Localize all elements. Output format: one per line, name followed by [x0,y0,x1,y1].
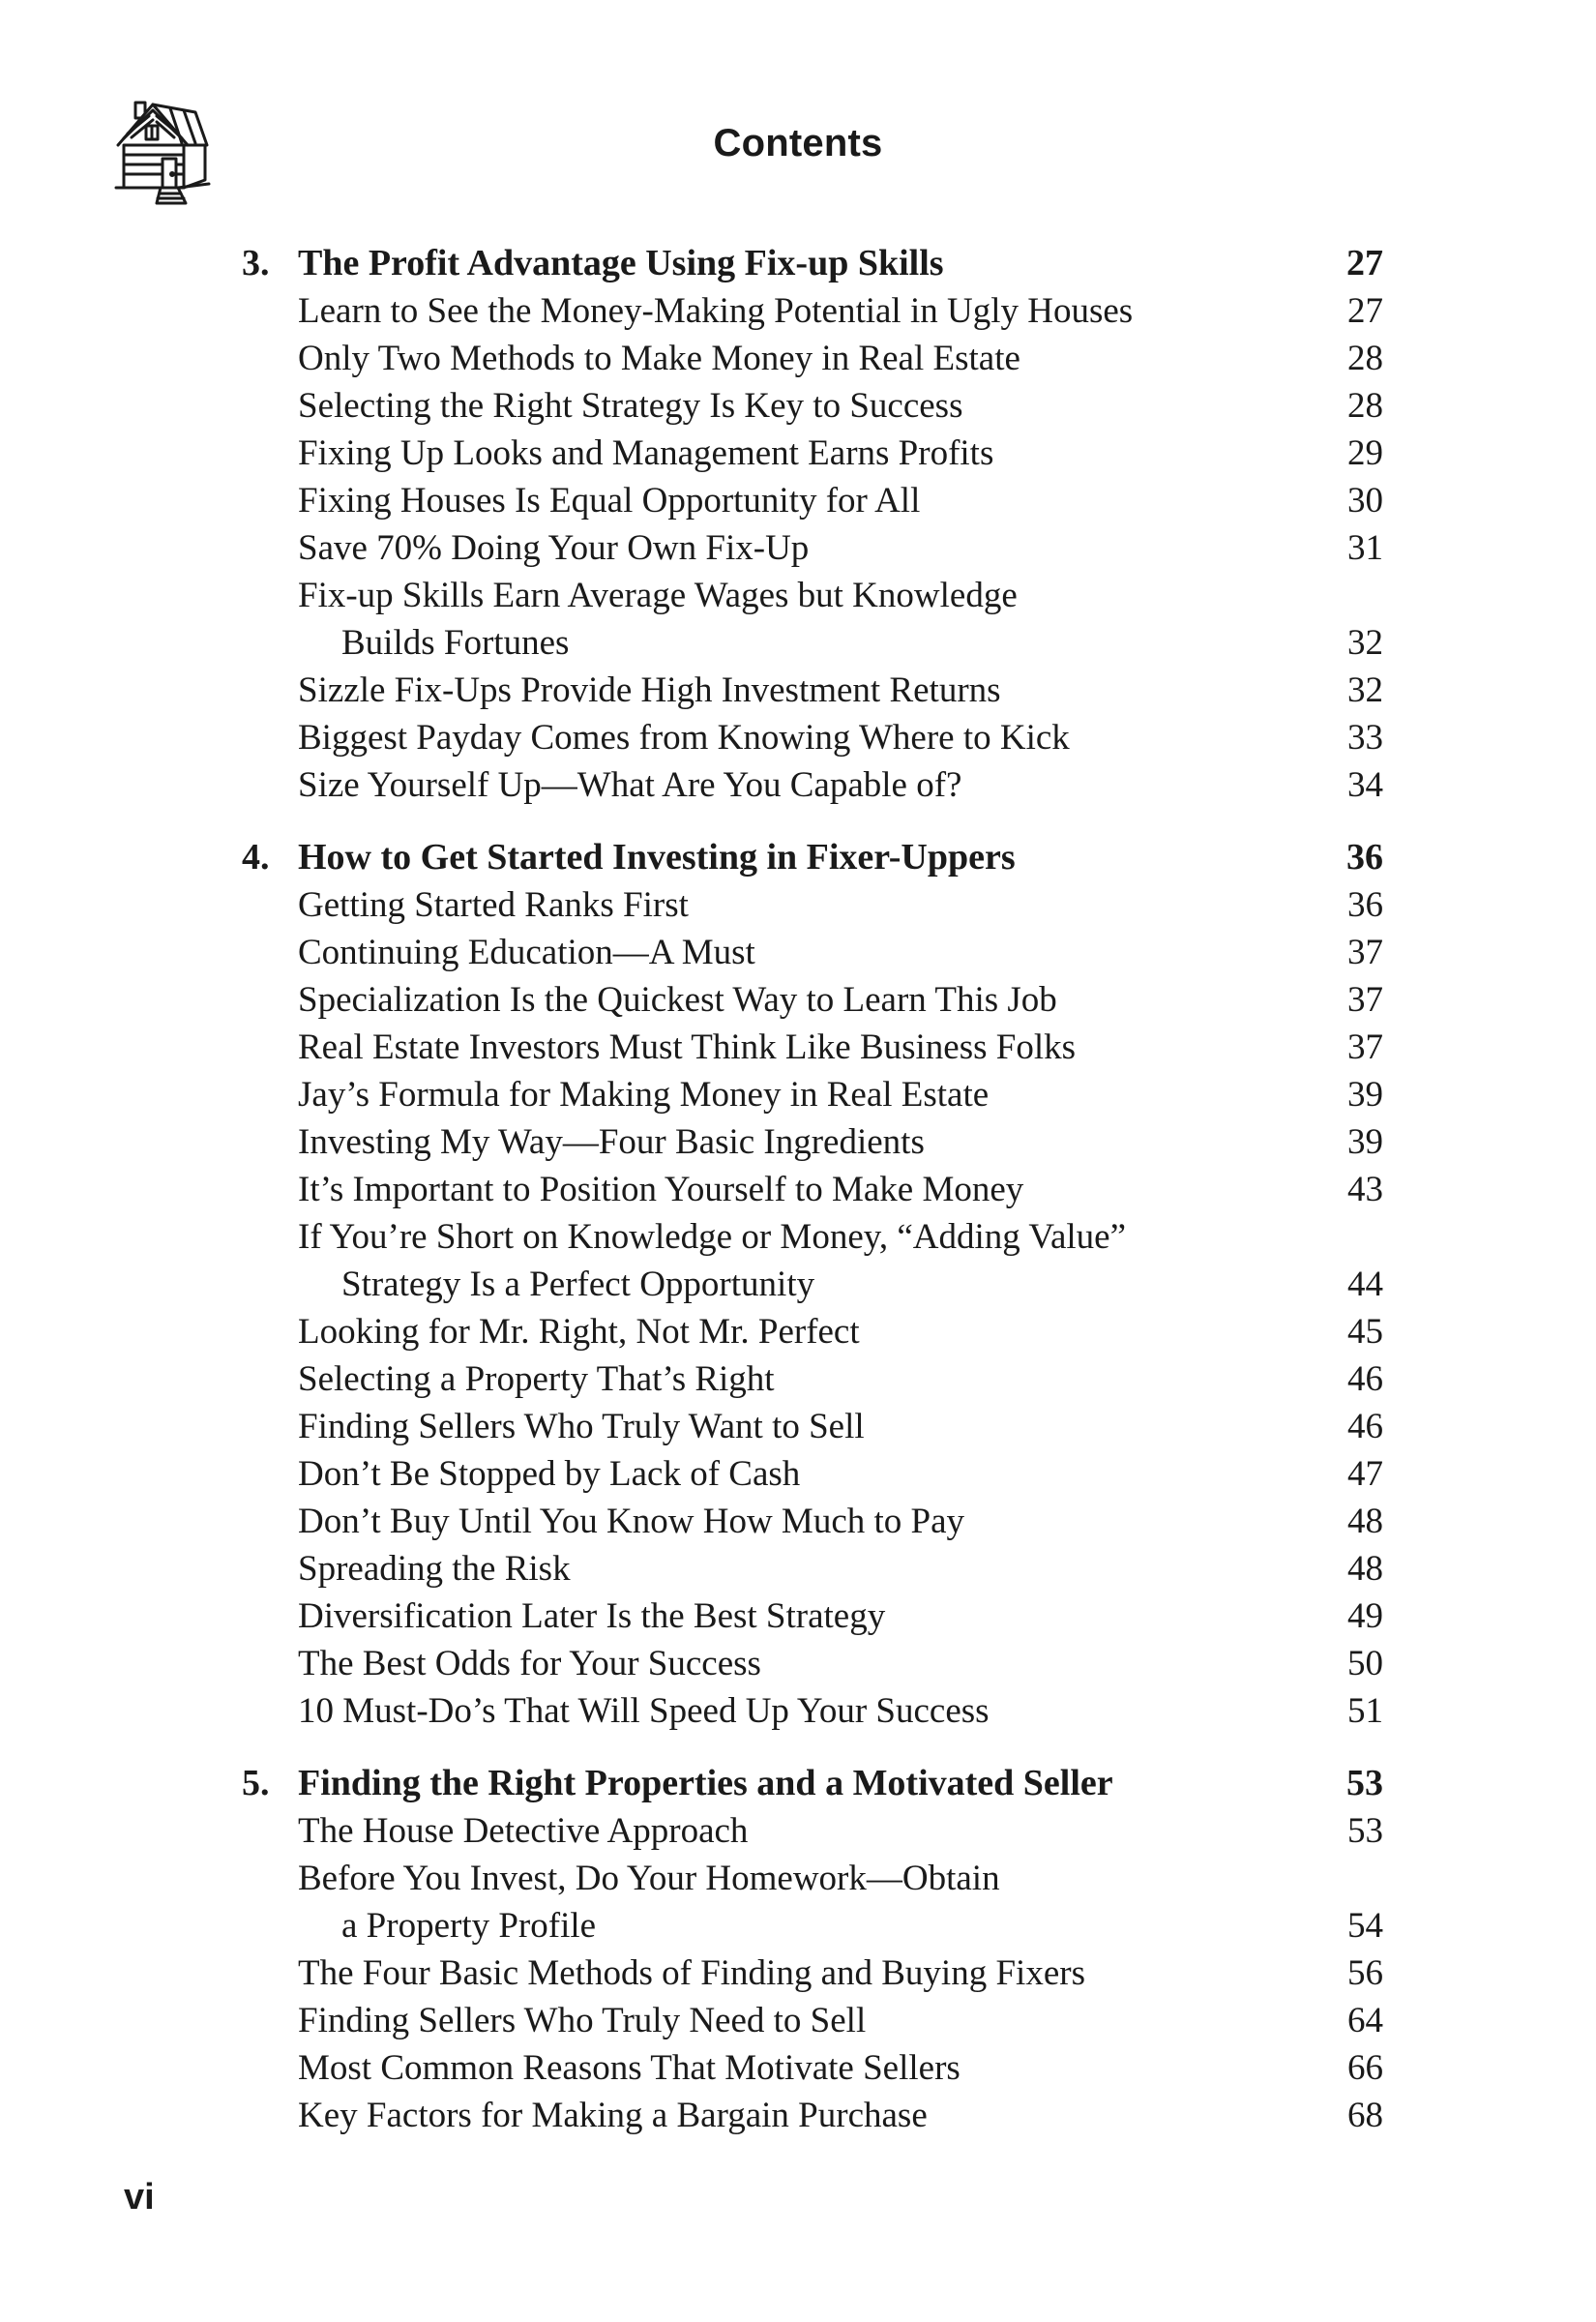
chapter-section [242,240,1383,809]
toc-entry-title: Diversification Later Is the Best Strategy [298,1596,886,1636]
toc-entry[interactable] [242,881,1383,929]
toc-entry-page-number: 53 [1347,1811,1383,1851]
chapter-page-number: 36 [1346,837,1383,878]
toc-entry-title: Strategy Is a Perfect Opportunity [341,1265,815,1304]
toc-entry[interactable] [242,524,1383,572]
toc-entry-title: Spreading the Risk [298,1549,571,1589]
toc-entry-page-number: 66 [1347,2048,1383,2088]
toc-entry-title: Fixing Up Looks and Management Earns Profits [298,433,994,473]
toc-entry[interactable] [242,2044,1383,2092]
toc-entry[interactable] [242,335,1383,382]
toc-entry-title: It’s Important to Position Yourself to Make Money [298,1170,1024,1209]
toc-entry-title: Sizzle Fix-Ups Provide High Investment Returns [298,670,1001,710]
toc-entry-title: Fixing Houses Is Equal Opportunity for All [298,481,921,521]
toc-entry-page-number: 46 [1347,1359,1383,1399]
toc-entry-page-number: 47 [1347,1454,1383,1494]
toc-entry[interactable] [242,1024,1383,1071]
toc-entry-page-number: 32 [1347,670,1383,710]
toc-entry-page-number: 39 [1347,1122,1383,1162]
toc-entry[interactable] [242,714,1383,761]
toc-entry-page-number: 68 [1347,2096,1383,2135]
toc-entry-page-number: 36 [1347,885,1383,925]
chapter-section [242,834,1383,1735]
toc-entry[interactable] [242,1902,1383,1950]
toc-entry[interactable] [242,2092,1383,2139]
toc-entry-page-number: 31 [1347,528,1383,568]
toc-entry-page-number: 56 [1347,1953,1383,1993]
toc-entry[interactable] [242,430,1383,477]
chapter-number: 4. [242,837,270,878]
toc-entry[interactable] [242,929,1383,976]
table-of-contents [242,240,1383,2164]
toc-entry[interactable] [242,1997,1383,2044]
toc-entry-title: Real Estate Investors Must Think Like Business Folks [298,1027,1077,1067]
toc-entry-page-number: 49 [1347,1596,1383,1636]
toc-entry[interactable] [242,1640,1383,1687]
toc-entry[interactable] [242,976,1383,1024]
toc-entry[interactable] [242,287,1383,335]
toc-entry-title: Before You Invest, Do Your Homework—Obtain [298,1859,1000,1898]
toc-entry[interactable] [242,1403,1383,1450]
toc-entry-title: Getting Started Ranks First [298,885,689,925]
toc-entry-page-number: 33 [1347,718,1383,758]
toc-entry[interactable] [242,1071,1383,1118]
chapter-title: The Profit Advantage Using Fix-up Skills [298,243,944,283]
toc-entry-page-number: 46 [1347,1407,1383,1446]
toc-entry[interactable] [242,1545,1383,1593]
toc-entry-page-number: 30 [1347,481,1383,521]
toc-entry-page-number: 28 [1347,386,1383,426]
toc-entry[interactable] [242,1593,1383,1640]
toc-entry-title: Selecting a Property That’s Right [298,1359,775,1399]
toc-entry-title: Don’t Buy Until You Know How Much to Pay [298,1502,965,1541]
toc-entry-title: 10 Must-Do’s That Will Speed Up Your Success [298,1691,990,1731]
chapter-page-number: 27 [1346,243,1383,283]
toc-entry-title: Specialization Is the Quickest Way to Learn This Job [298,980,1057,1020]
toc-entry[interactable] [242,1807,1383,1855]
toc-entry-title: Selecting the Right Strategy Is Key to Success [298,386,963,426]
toc-entry[interactable] [242,1166,1383,1213]
toc-entry-page-number: 44 [1347,1265,1383,1304]
toc-entry-page-number: 54 [1347,1906,1383,1946]
chapter-section [242,1760,1383,2139]
toc-entry[interactable] [242,667,1383,714]
toc-entry-title: The House Detective Approach [298,1811,749,1851]
toc-entry-title: Most Common Reasons That Motivate Sellers [298,2048,961,2088]
toc-entry-title: Key Factors for Making a Bargain Purchase [298,2096,928,2135]
toc-entry-page-number: 27 [1347,291,1383,331]
toc-entry-page-number: 28 [1347,339,1383,378]
toc-entry[interactable] [242,619,1383,667]
chapter-title: How to Get Started Investing in Fixer-Uppers [298,837,1016,878]
toc-entry-page-number: 39 [1347,1075,1383,1115]
toc-entry[interactable] [242,1498,1383,1545]
toc-entry-title: If You’re Short on Knowledge or Money, “Adding Value” [298,1217,1127,1257]
toc-entry-page-number: 32 [1347,623,1383,663]
chapter-heading[interactable] [242,834,1383,881]
toc-entry-title: Only Two Methods to Make Money in Real Estate [298,339,1020,378]
toc-entry[interactable] [242,1450,1383,1498]
toc-entry-title: The Best Odds for Your Success [298,1644,761,1683]
toc-entry-page-number: 43 [1347,1170,1383,1209]
toc-entry-page-number: 50 [1347,1644,1383,1683]
page-number: vi [124,2177,155,2218]
chapter-heading[interactable] [242,240,1383,287]
toc-entry-page-number: 34 [1347,765,1383,805]
toc-entry-title: Builds Fortunes [341,623,570,663]
toc-entry-title: Size Yourself Up—What Are You Capable of? [298,765,962,805]
toc-entry-page-number: 48 [1347,1502,1383,1541]
toc-entry-page-number: 51 [1347,1691,1383,1731]
toc-entry[interactable] [242,1355,1383,1403]
toc-entry[interactable] [242,1950,1383,1997]
toc-entry[interactable] [242,1687,1383,1735]
toc-entry[interactable] [242,761,1383,809]
toc-entry-page-number: 37 [1347,980,1383,1020]
chapter-heading[interactable] [242,1760,1383,1807]
toc-entry-page-number: 48 [1347,1549,1383,1589]
toc-entry-title: Fix-up Skills Earn Average Wages but Knowledge [298,576,1018,615]
toc-entry-title: Finding Sellers Who Truly Need to Sell [298,2001,867,2040]
toc-entry-title: Finding Sellers Who Truly Want to Sell [298,1407,865,1446]
toc-entry[interactable] [242,1118,1383,1166]
toc-entry-title: Investing My Way—Four Basic Ingredients [298,1122,925,1162]
toc-entry-title: Jay’s Formula for Making Money in Real Estate [298,1075,990,1115]
toc-entry[interactable] [242,1261,1383,1308]
toc-entry-page-number: 37 [1347,933,1383,972]
toc-entry-page-number: 45 [1347,1312,1383,1352]
chapter-page-number: 53 [1346,1763,1383,1803]
toc-entry[interactable] [242,1213,1383,1261]
toc-entry-title: Learn to See the Money-Making Potential in Ugly Houses [298,291,1134,331]
chapter-title: Finding the Right Properties and a Motivated Seller [298,1763,1113,1803]
toc-entry-page-number: 29 [1347,433,1383,473]
toc-entry-title: Continuing Education—A Must [298,933,755,972]
page-title: Contents [713,122,883,164]
toc-entry-title: a Property Profile [341,1906,597,1946]
toc-entry-page-number: 64 [1347,2001,1383,2040]
toc-entry-page-number: 37 [1347,1027,1383,1067]
toc-entry[interactable] [242,382,1383,430]
toc-entry-title: The Four Basic Methods of Finding and Buying Fixers [298,1953,1085,1993]
chapter-number: 3. [242,243,270,283]
toc-entry[interactable] [242,1308,1383,1355]
toc-entry-title: Biggest Payday Comes from Knowing Where to Kick [298,718,1070,758]
toc-entry[interactable] [242,477,1383,524]
toc-entry-title: Looking for Mr. Right, Not Mr. Perfect [298,1312,860,1352]
toc-entry-title: Don’t Be Stopped by Lack of Cash [298,1454,801,1494]
toc-entry-title: Save 70% Doing Your Own Fix-Up [298,528,810,568]
chapter-number: 5. [242,1763,270,1803]
toc-entry[interactable] [242,1855,1383,1902]
toc-entry[interactable] [242,572,1383,619]
